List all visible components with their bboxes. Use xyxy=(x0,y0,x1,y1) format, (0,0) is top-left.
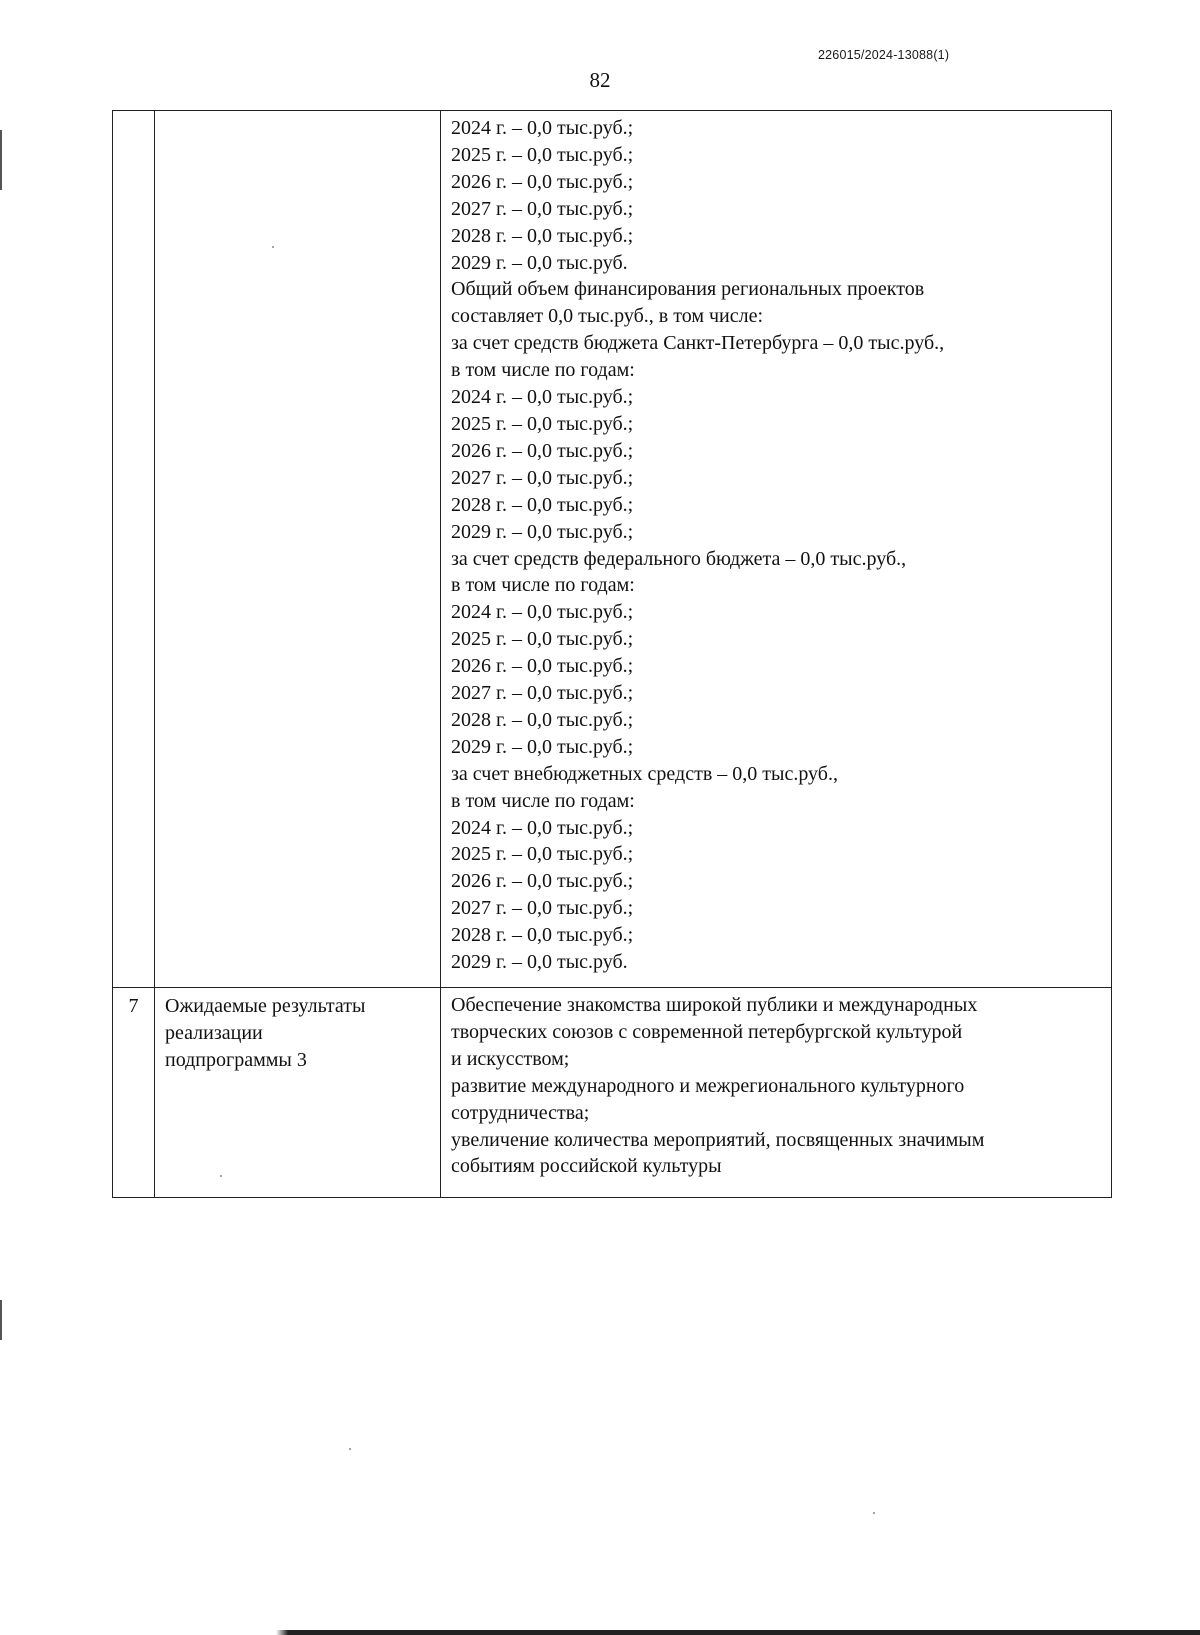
financing-line: 2029 г. – 0,0 тыс.руб.; xyxy=(451,735,634,758)
financing-line: 2028 г. – 0,0 тыс.руб.; xyxy=(451,924,634,947)
financing-lines xyxy=(451,115,1105,976)
row-name-cell xyxy=(155,988,441,1198)
scan-speck xyxy=(272,246,274,248)
financing-line: 2029 г. – 0,0 тыс.руб.; xyxy=(451,520,634,543)
scan-edge-mark xyxy=(0,1300,2,1340)
financing-line: Общий объем финансирования региональных проектов xyxy=(451,278,925,301)
row-name-line: Ожидаемые результаты xyxy=(165,995,366,1017)
expected-results-lines xyxy=(451,992,1105,1180)
scan-speck xyxy=(873,1512,875,1514)
financing-line: 2028 г. – 0,0 тыс.руб.; xyxy=(451,493,634,516)
expected-results-label xyxy=(165,993,430,1074)
financing-line: 2028 г. – 0,0 тыс.руб.; xyxy=(451,708,634,731)
scan-speck xyxy=(349,1448,351,1450)
financing-line: 2024 г. – 0,0 тыс.руб.; xyxy=(451,601,634,624)
program-passport-table xyxy=(112,110,1112,1198)
financing-line: 2027 г. – 0,0 тыс.руб.; xyxy=(451,466,634,489)
financing-line: 2025 г. – 0,0 тыс.руб.; xyxy=(451,843,634,866)
row-number-cell xyxy=(113,111,155,988)
financing-line: в том числе по годам: xyxy=(451,789,635,812)
financing-line: 2025 г. – 0,0 тыс.руб.; xyxy=(451,412,634,435)
financing-line: 2028 г. – 0,0 тыс.руб.; xyxy=(451,224,634,247)
expected-result-line: увеличение количества мероприятий, посвященных значимым xyxy=(451,1128,985,1151)
financing-line: 2026 г. – 0,0 тыс.руб.; xyxy=(451,439,634,462)
financing-line: 2026 г. – 0,0 тыс.руб.; xyxy=(451,655,634,678)
financing-line: 2027 г. – 0,0 тыс.руб.; xyxy=(451,897,634,920)
row-number-cell: 7 xyxy=(113,988,155,1198)
expected-result-line: развитие международного и межрегионального культурного xyxy=(451,1074,965,1097)
expected-results-content-cell xyxy=(441,988,1112,1198)
financing-line: за счет средств федерального бюджета – 0,0 тыс.руб., xyxy=(451,547,907,570)
financing-line: 2029 г. – 0,0 тыс.руб. xyxy=(451,251,628,274)
financing-line: за счет средств бюджета Санкт-Петербурга – 0,0 тыс.руб., xyxy=(451,332,945,355)
financing-line: 2024 г. – 0,0 тыс.руб.; xyxy=(451,386,634,409)
financing-line: 2029 г. – 0,0 тыс.руб. xyxy=(451,951,628,974)
table-row xyxy=(113,988,1112,1198)
expected-result-line: и искусством; xyxy=(451,1047,570,1070)
expected-result-line: Обеспечение знакомства широкой публики и международных xyxy=(451,994,978,1016)
scan-edge-mark xyxy=(0,130,2,190)
scan-bottom-edge xyxy=(0,1630,1200,1635)
financing-line: в том числе по годам: xyxy=(451,574,635,597)
financing-line: 2024 г. – 0,0 тыс.руб.; xyxy=(451,117,634,139)
financing-line: 2027 г. – 0,0 тыс.руб.; xyxy=(451,197,634,220)
financing-line: за счет внебюджетных средств – 0,0 тыс.руб., xyxy=(451,762,838,785)
financing-line: 2025 г. – 0,0 тыс.руб.; xyxy=(451,628,634,651)
financing-line: 2025 г. – 0,0 тыс.руб.; xyxy=(451,143,634,166)
financing-line: 2027 г. – 0,0 тыс.руб.; xyxy=(451,682,634,705)
financing-line: 2026 г. – 0,0 тыс.руб.; xyxy=(451,170,634,193)
expected-result-line: творческих союзов с современной петербургской культурой xyxy=(451,1020,963,1043)
page-number: 82 xyxy=(589,68,611,92)
row-name-line: реализации xyxy=(165,1021,263,1044)
table-row xyxy=(113,111,1112,988)
financing-line: 2024 г. – 0,0 тыс.руб.; xyxy=(451,816,634,839)
financing-line: в том числе по годам: xyxy=(451,359,635,382)
row-name-line: подпрограммы 3 xyxy=(165,1048,307,1071)
expected-result-line: сотрудничества; xyxy=(451,1101,590,1124)
document-registration-number: 226015/2024-13088(1) xyxy=(818,48,950,62)
scan-speck xyxy=(220,1175,222,1177)
financing-line: 2026 г. – 0,0 тыс.руб.; xyxy=(451,870,634,893)
financing-content-cell xyxy=(441,111,1112,988)
expected-result-line: событиям российской культуры xyxy=(451,1155,722,1178)
row-name-cell xyxy=(155,111,441,988)
financing-line: составляет 0,0 тыс.руб., в том числе: xyxy=(451,305,764,328)
